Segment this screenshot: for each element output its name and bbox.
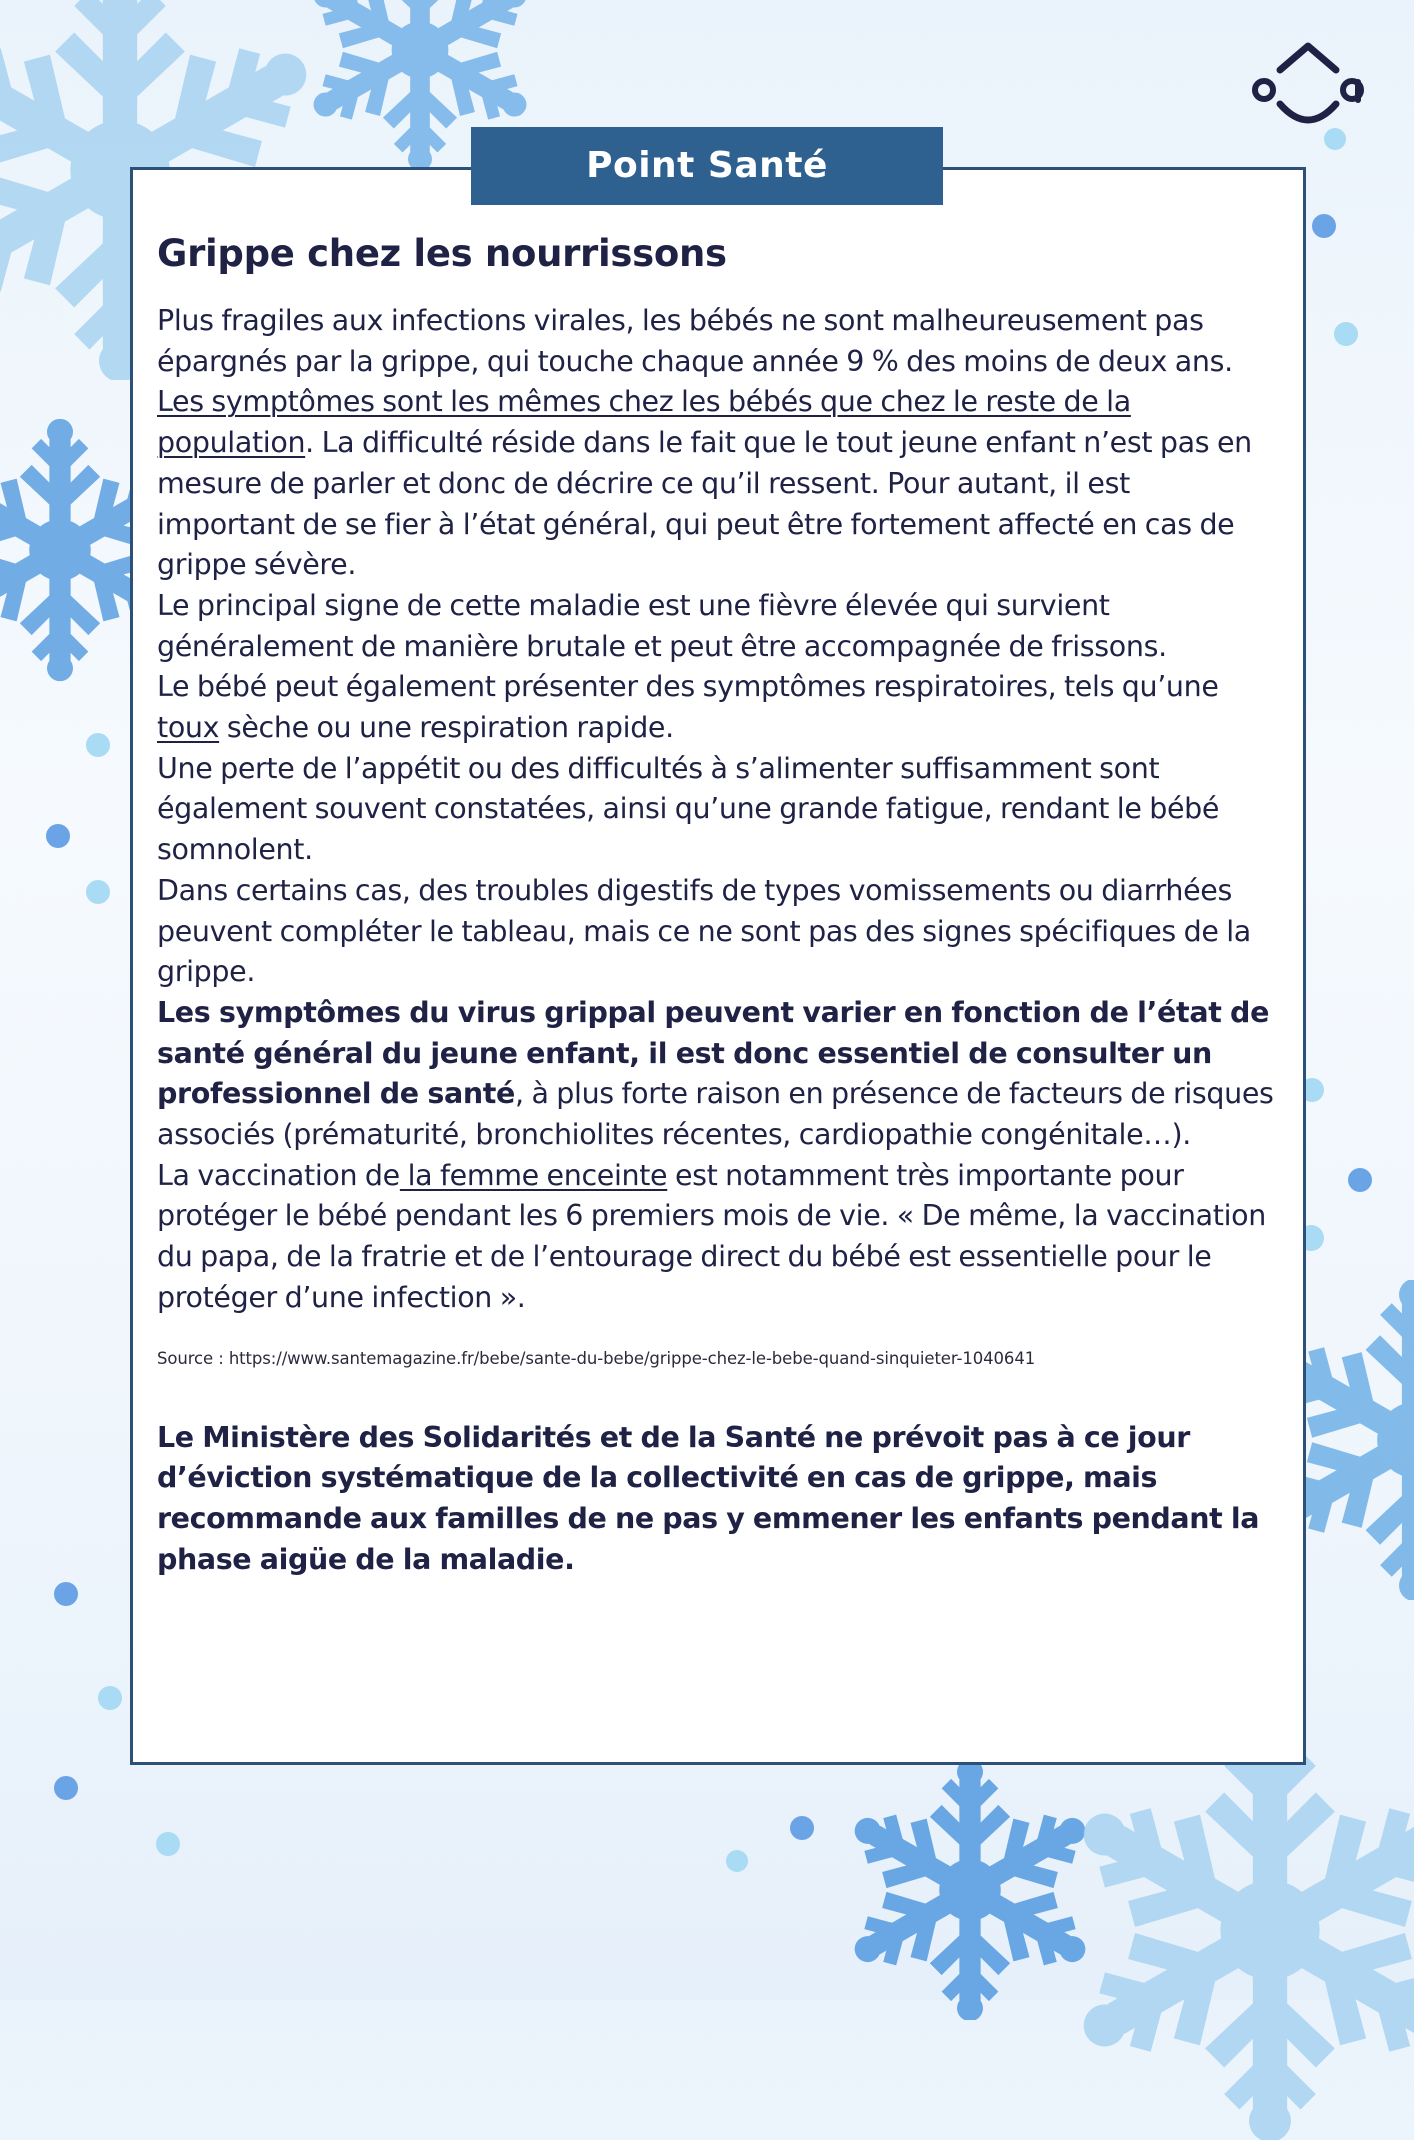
femme-enceinte-link[interactable]: la femme enceinte [399, 1158, 668, 1192]
paragraph-text: Le bébé peut également présenter des symptômes respiratoires, tels qu’une [157, 670, 1219, 704]
article-heading: Grippe chez les nourrissons [157, 232, 727, 275]
paragraph [157, 1156, 1275, 1319]
decor-dot [46, 824, 70, 848]
decor-dot [98, 1686, 122, 1710]
decor-dot [54, 1582, 78, 1606]
paragraph-text: La vaccination de [157, 1158, 400, 1192]
paragraph: Plus fragiles aux infections virales, les bébés ne sont malheureusement pas épargnés par la grippe, qui touche chaque année 9 % des moins de deux ans. [157, 304, 1233, 378]
paragraph-text: , à plus forte raison en présence de facteurs de risques associés (prématurité, bronchiolites récentes, cardiopathie congénitale…). [157, 1077, 1274, 1152]
paragraph [157, 667, 1275, 748]
banner-title: Point Santé [471, 127, 943, 205]
decor-dot [86, 733, 110, 757]
snowflake-icon [1060, 1720, 1414, 2140]
bold-text: Les symptômes du virus grippal peuvent varier en fonction de l’état de santé général du jeune enfant, il est donc essentiel de consulter un professionnel de santé [157, 995, 1270, 1111]
paragraph-text: . La difficulté réside dans le fait que le tout jeune enfant n’est pas en mesure de parler et donc de décrire ce qu’il ressent. Pour autant, il est important de se fier à l’état général, qui peut être fortement affecté en cas de grippe sévère. [157, 426, 1252, 582]
decor-dot [54, 1776, 78, 1800]
paragraph-text: est notamment très importante pour protéger le bébé pendant les 6 premiers mois de vie. « De même, la vaccination du papa, de la fratrie et de l’entourage direct du bébé est essentielle pour le protéger d’une infection ». [157, 1158, 1266, 1314]
paragraph: Une perte de l’appétit ou des difficultés à s’alimenter suffisamment sont également souvent constatées, ainsi qu’une grande fatigue, rendant le bébé somnolent. [157, 751, 1220, 867]
symptoms-link[interactable]: Les symptômes sont les mêmes chez les bébés que chez le reste de la population [157, 385, 1131, 460]
paragraph [157, 993, 1275, 1156]
paragraph: Le principal signe de cette maladie est une fièvre élevée qui survient généralement de manière brutale et peut être accompagnée de frissons. [157, 588, 1167, 663]
source-citation: Source : https://www.santemagazine.fr/bebe/sante-du-bebe/grippe-chez-le-bebe-quand-sinquieter-1040641 [157, 1348, 1036, 1368]
decor-dot [726, 1850, 748, 1872]
decor-dot [156, 1832, 180, 1856]
decor-dot [86, 880, 110, 904]
decor-dot [1348, 1168, 1372, 1192]
article [157, 232, 1275, 1580]
paragraph-text: sèche ou une respiration rapide. [219, 711, 674, 745]
decor-dot [1312, 214, 1336, 238]
decor-dot [1334, 322, 1358, 346]
paragraph [157, 382, 1275, 586]
smiley-logo-icon [1248, 32, 1368, 142]
ministry-note: Le Ministère des Solidarités et de la Santé ne prévoit pas à ce jour d’éviction systématique de la collectivité en cas de grippe, mais recommande aux familles de ne pas y emmener les enfants pendant la phase aigüe de la maladie. [157, 1420, 1260, 1576]
paragraph: Dans certains cas, des troubles digestifs de types vomissements ou diarrhées peuvent compléter le tableau, mais ce ne sont pas des signes spécifiques de la grippe. [157, 873, 1251, 989]
article-body [157, 301, 1275, 1319]
decor-dot [790, 1816, 814, 1840]
toux-link[interactable]: toux [157, 711, 220, 745]
